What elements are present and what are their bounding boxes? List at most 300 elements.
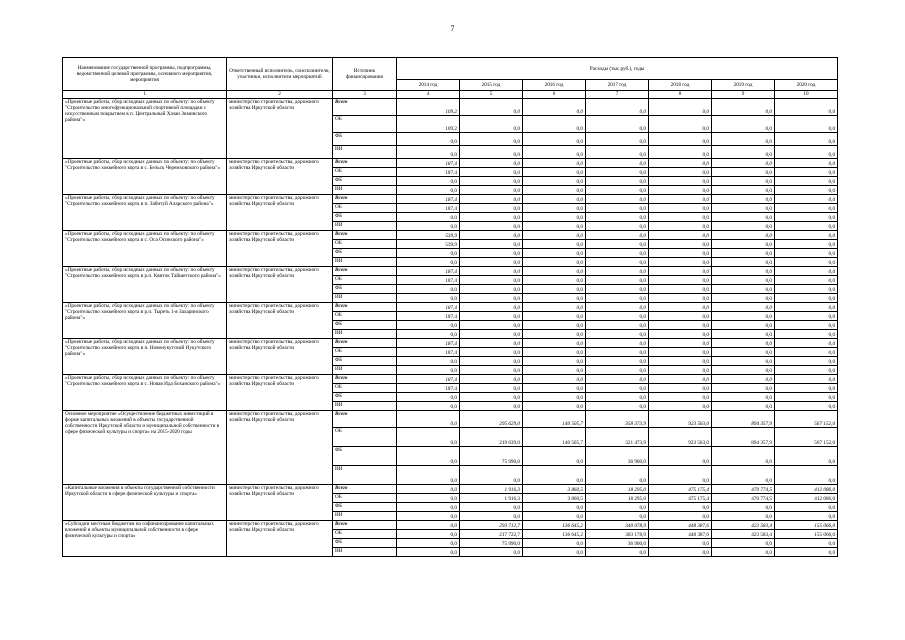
measure-name: «Капитальные вложения в объекты государственной собственности Иркутской области в сфере физической культуры и спорта» <box>63 485 227 521</box>
expense-value: 187,4 <box>397 276 460 285</box>
expense-value: 923 563,0 <box>649 428 712 447</box>
expense-value: 0,0 <box>523 330 586 339</box>
expense-value: 187,4 <box>397 375 460 384</box>
expense-value: 0,0 <box>523 213 586 222</box>
expense-value: 0,0 <box>712 159 775 168</box>
expense-value: 0,0 <box>586 375 649 384</box>
expense-value: 0,0 <box>649 366 712 375</box>
expense-value: 0,0 <box>460 195 523 204</box>
expense-value: 0,0 <box>649 339 712 348</box>
funding-source: ОБ <box>333 348 397 357</box>
measure-name: «Проектные работы, сбор исходных данных по объекту: по объекту "Строительство хоккейного корта в р.п. Квиток Тайшетского района"» <box>63 267 227 303</box>
funding-source: ОБ <box>333 494 397 503</box>
expense-value: 0,0 <box>586 285 649 294</box>
expense-value: 0,0 <box>460 285 523 294</box>
expense-value: 0,0 <box>523 503 586 512</box>
expense-value: 0,0 <box>460 168 523 177</box>
expense-value: 0,0 <box>460 294 523 303</box>
column-number-row <box>63 91 838 99</box>
expense-value: 0,0 <box>397 485 460 494</box>
expense-value: 0,0 <box>523 231 586 240</box>
expense-value: 1 916,3 <box>460 494 523 503</box>
expense-value: 0,0 <box>712 447 775 466</box>
expense-value: 140 505,7 <box>523 428 586 447</box>
expense-value: 0,0 <box>397 258 460 267</box>
funding-source: ФБ <box>333 393 397 402</box>
funding-source: Всего <box>333 375 397 384</box>
expense-value: 923 563,0 <box>649 411 712 428</box>
column-number: 2 <box>227 91 333 99</box>
funding-source: ФБ <box>333 503 397 512</box>
expense-value: 0,0 <box>712 285 775 294</box>
expense-value: 0,0 <box>397 133 460 146</box>
funding-source: ИИ <box>333 294 397 303</box>
expense-value: 0,0 <box>523 366 586 375</box>
expense-value: 0,0 <box>775 177 838 186</box>
expense-value: 0,0 <box>523 548 586 557</box>
expense-value: 0,0 <box>775 258 838 267</box>
expense-value: 0,0 <box>712 466 775 485</box>
expense-value: 0,0 <box>523 146 586 159</box>
expense-value: 0,0 <box>712 146 775 159</box>
expense-value: 340 078,9 <box>586 521 649 530</box>
expense-value: 0,0 <box>586 258 649 267</box>
expense-value: 0,0 <box>649 512 712 521</box>
expense-value: 539,9 <box>397 240 460 249</box>
expense-value: 0,0 <box>523 177 586 186</box>
expense-value: 0,0 <box>586 133 649 146</box>
funding-source: ФБ <box>333 133 397 146</box>
expense-value: 0,0 <box>712 222 775 231</box>
funding-source: ОБ <box>333 204 397 213</box>
expense-value: 0,0 <box>460 99 523 116</box>
header-year: 2020 год <box>775 80 838 91</box>
expense-value: 0,0 <box>523 249 586 258</box>
funding-source: Всего <box>333 339 397 348</box>
expense-value: 187,4 <box>397 168 460 177</box>
expense-value: 0,0 <box>586 195 649 204</box>
expense-value: 0,0 <box>649 466 712 485</box>
expense-value: 0,0 <box>649 133 712 146</box>
expense-value: 0,0 <box>775 99 838 116</box>
expense-value: 0,0 <box>460 204 523 213</box>
expense-value: 0,0 <box>523 222 586 231</box>
expense-value: 0,0 <box>649 348 712 357</box>
measure-name: «Субсидии местным бюджетам на софинансирование капитальных вложений в объекты муниципальной собственности в сфере физической культуры и спорта» <box>63 521 227 557</box>
expense-value: 0,0 <box>712 276 775 285</box>
header-year: 2019 год <box>712 80 775 91</box>
expense-value: 0,0 <box>775 294 838 303</box>
responsible-executor: министерство строительства, дорожного хозяйства Иркутской области <box>227 231 333 267</box>
expense-value: 0,0 <box>523 375 586 384</box>
table-row-total <box>63 231 838 240</box>
measure-name: «Проектные работы, сбор исходных данных по объекту: по объекту "Строительство многофункциональной спортивной площадки с искусственным покрытием в п. Центральный Хазан Зиминского района"» <box>63 99 227 159</box>
header-year: 2017 год <box>586 80 649 91</box>
expense-value: 0,0 <box>649 294 712 303</box>
expense-value: 0,0 <box>460 116 523 133</box>
column-number: 8 <box>649 91 712 99</box>
expense-value: 0,0 <box>775 466 838 485</box>
column-number: 4 <box>397 91 460 99</box>
expense-value: 0,0 <box>460 321 523 330</box>
expense-value: 0,0 <box>586 222 649 231</box>
expense-value: 0,0 <box>775 204 838 213</box>
expense-value: 75 990,0 <box>460 539 523 548</box>
expense-value: 0,0 <box>523 99 586 116</box>
expense-value: 0,0 <box>397 539 460 548</box>
expense-value: 0,0 <box>649 447 712 466</box>
expense-value: 0,0 <box>397 402 460 411</box>
expense-value: 0,0 <box>523 393 586 402</box>
table-body <box>63 99 838 557</box>
expense-value: 3 860,5 <box>523 485 586 494</box>
expense-value: 0,0 <box>523 339 586 348</box>
expense-value: 0,0 <box>649 204 712 213</box>
expense-value: 0,0 <box>460 240 523 249</box>
funding-source: ФБ <box>333 447 397 466</box>
expense-value: 36 900,0 <box>586 539 649 548</box>
expense-value: 217 722,7 <box>460 530 523 539</box>
expense-value: 0,0 <box>775 222 838 231</box>
funding-source: ОБ <box>333 240 397 249</box>
expense-value: 0,0 <box>775 512 838 521</box>
expense-value: 1 916,3 <box>460 485 523 494</box>
expense-value: 0,0 <box>460 330 523 339</box>
expense-value: 0,0 <box>712 548 775 557</box>
expense-value: 0,0 <box>775 548 838 557</box>
expense-value: 0,0 <box>649 330 712 339</box>
expense-value: 0,0 <box>523 512 586 521</box>
measure-name: «Проектные работы, сбор исходных данных по объекту: по объекту "Строительство хоккейного корта в с. Бельск Черемховского района"» <box>63 159 227 195</box>
funding-source: Всего <box>333 303 397 312</box>
expense-value: 0,0 <box>712 294 775 303</box>
expense-value: 219 639,0 <box>460 428 523 447</box>
measure-name: «Проектные работы, сбор исходных данных по объекту: по объекту "Строительство хоккейного корта в п. Новонукутский Нукутского района"» <box>63 339 227 375</box>
expense-value: 475 175,4 <box>649 485 712 494</box>
expense-value: 0,0 <box>397 548 460 557</box>
table-row-total <box>63 375 838 384</box>
expense-value: 0,0 <box>460 339 523 348</box>
expense-value: 0,0 <box>649 213 712 222</box>
expense-value: 0,0 <box>397 321 460 330</box>
expense-value: 0,0 <box>775 195 838 204</box>
expense-value: 0,0 <box>712 213 775 222</box>
expense-value: 0,0 <box>586 186 649 195</box>
expense-value: 0,0 <box>586 330 649 339</box>
expense-value: 0,0 <box>523 348 586 357</box>
expense-value: 0,0 <box>586 231 649 240</box>
expense-value: 0,0 <box>712 116 775 133</box>
expense-value: 0,0 <box>586 99 649 116</box>
funding-source: Всего <box>333 99 397 116</box>
expense-value: 0,0 <box>523 168 586 177</box>
measure-name: «Проектные работы, сбор исходных данных по объекту: по объекту "Строительство хоккейного корта в с. Новая Ида Боханского района"» <box>63 375 227 411</box>
expense-value: 0,0 <box>775 186 838 195</box>
funding-source: ИИ <box>333 402 397 411</box>
expense-value: 0,0 <box>397 330 460 339</box>
table-row-total <box>63 303 838 312</box>
expense-value: 0,0 <box>649 222 712 231</box>
expense-value: 0,0 <box>649 393 712 402</box>
funding-source: Всего <box>333 411 397 428</box>
expense-value: 0,0 <box>649 116 712 133</box>
expense-value: 0,0 <box>712 312 775 321</box>
expense-value: 0,0 <box>586 339 649 348</box>
expense-value: 75 990,0 <box>460 447 523 466</box>
expense-value: 0,0 <box>460 503 523 512</box>
expense-value: 0,0 <box>397 366 460 375</box>
expense-value: 539,9 <box>397 231 460 240</box>
header-name: Наименование государственной программы, подпрограммы, ведомственной целевой программы, основного мероприятия, мероприятия <box>63 58 227 91</box>
expense-value: 0,0 <box>460 258 523 267</box>
expense-value: 136 645,2 <box>523 521 586 530</box>
expense-value: 0,0 <box>712 503 775 512</box>
responsible-executor: министерство строительства, дорожного хозяйства Иркутской области <box>227 339 333 375</box>
header-year: 2015 год <box>460 80 523 91</box>
expense-value: 0,0 <box>712 357 775 366</box>
expense-value: 0,0 <box>523 539 586 548</box>
table-row-total <box>63 411 838 428</box>
expense-value: 0,0 <box>523 195 586 204</box>
table-row-total <box>63 267 838 276</box>
expense-value: 0,0 <box>586 303 649 312</box>
expense-value: 0,0 <box>712 177 775 186</box>
expense-value: 0,0 <box>649 303 712 312</box>
expense-value: 0,0 <box>775 348 838 357</box>
expense-value: 0,0 <box>775 133 838 146</box>
expense-value: 0,0 <box>775 213 838 222</box>
expense-value: 894 357,9 <box>712 428 775 447</box>
funding-source: ОБ <box>333 168 397 177</box>
expense-value: 0,0 <box>649 285 712 294</box>
responsible-executor: министерство строительства, дорожного хозяйства Иркутской области <box>227 411 333 485</box>
expense-value: 321 473,9 <box>586 428 649 447</box>
funding-source: Всего <box>333 267 397 276</box>
expense-value: 0,0 <box>460 512 523 521</box>
expense-value: 0,0 <box>586 466 649 485</box>
expense-value: 0,0 <box>586 348 649 357</box>
expense-value: 0,0 <box>460 366 523 375</box>
expense-value: 0,0 <box>586 249 649 258</box>
expense-value: 295 629,0 <box>460 411 523 428</box>
expense-value: 0,0 <box>712 168 775 177</box>
funding-source: ИИ <box>333 146 397 159</box>
expense-value: 0,0 <box>586 512 649 521</box>
funding-source: ОБ <box>333 276 397 285</box>
funding-source: ИИ <box>333 512 397 521</box>
expense-value: 448 387,6 <box>649 521 712 530</box>
expense-value: 0,0 <box>649 177 712 186</box>
expense-value: 187,4 <box>397 312 460 321</box>
funding-source: ФБ <box>333 285 397 294</box>
expense-value: 0,0 <box>397 521 460 530</box>
expense-value: 0,0 <box>649 548 712 557</box>
expense-value: 0,0 <box>775 357 838 366</box>
expense-value: 0,0 <box>649 249 712 258</box>
expense-value: 0,0 <box>586 168 649 177</box>
expense-value: 0,0 <box>649 312 712 321</box>
expense-value: 0,0 <box>586 357 649 366</box>
expense-value: 412 086,0 <box>775 485 838 494</box>
expense-value: 0,0 <box>775 384 838 393</box>
table-row-total <box>63 99 838 116</box>
expense-value: 0,0 <box>649 231 712 240</box>
responsible-executor: министерство строительства, дорожного хозяйства Иркутской области <box>227 159 333 195</box>
expense-value: 0,0 <box>523 276 586 285</box>
expense-value: 0,0 <box>523 285 586 294</box>
expense-value: 0,0 <box>775 267 838 276</box>
expense-value: 0,0 <box>523 204 586 213</box>
expense-value: 0,0 <box>775 159 838 168</box>
measure-name: «Проектные работы, сбор исходных данных по объекту: по объекту "Строительство хоккейного корта в с. Оса Осинского района"» <box>63 231 227 267</box>
expense-value: 0,0 <box>397 530 460 539</box>
header-responsible: Ответственный исполнитель, соисполнители, участники, исполнители мероприятий <box>227 58 333 91</box>
expense-value: 0,0 <box>649 384 712 393</box>
expense-value: 0,0 <box>775 393 838 402</box>
expense-value: 0,0 <box>397 503 460 512</box>
funding-source: Всего <box>333 521 397 530</box>
expense-value: 0,0 <box>523 133 586 146</box>
expense-value: 0,0 <box>460 466 523 485</box>
expense-value: 0,0 <box>523 116 586 133</box>
funding-source: ФБ <box>333 539 397 548</box>
table-row-total <box>63 159 838 168</box>
expense-value: 0,0 <box>775 303 838 312</box>
funding-source: ИИ <box>333 258 397 267</box>
funding-source: ИИ <box>333 222 397 231</box>
expense-value: 0,0 <box>712 393 775 402</box>
expense-value: 0,0 <box>775 276 838 285</box>
column-number: 5 <box>460 91 523 99</box>
expense-value: 0,0 <box>712 303 775 312</box>
expense-value: 0,0 <box>649 240 712 249</box>
expense-value: 0,0 <box>523 240 586 249</box>
funding-source: ОБ <box>333 530 397 539</box>
expense-value: 0,0 <box>586 177 649 186</box>
expense-value: 475 175,4 <box>649 494 712 503</box>
table-row-total <box>63 521 838 530</box>
funding-source: ОБ <box>333 116 397 133</box>
expense-value: 567 152,0 <box>775 428 838 447</box>
expense-value: 0,0 <box>712 240 775 249</box>
funding-source: ОБ <box>333 312 397 321</box>
expense-value: 423 583,4 <box>712 530 775 539</box>
expense-value: 0,0 <box>775 402 838 411</box>
expense-value: 0,0 <box>586 240 649 249</box>
page-number: 7 <box>450 24 455 33</box>
expense-value: 0,0 <box>586 116 649 133</box>
expense-value: 0,0 <box>460 186 523 195</box>
responsible-executor: министерство строительства, дорожного хозяйства Иркутской области <box>227 485 333 521</box>
expense-value: 0,0 <box>586 312 649 321</box>
expense-value: 36 900,0 <box>586 447 649 466</box>
expense-value: 0,0 <box>775 330 838 339</box>
expense-value: 0,0 <box>586 276 649 285</box>
expense-value: 18 295,0 <box>586 494 649 503</box>
expense-value: 0,0 <box>649 146 712 159</box>
expense-value: 0,0 <box>712 366 775 375</box>
expense-value: 0,0 <box>460 384 523 393</box>
funding-source: ФБ <box>333 213 397 222</box>
expense-value: 0,0 <box>523 312 586 321</box>
expense-value: 0,0 <box>523 357 586 366</box>
expense-value: 0,0 <box>712 249 775 258</box>
column-number: 3 <box>333 91 397 99</box>
expense-value: 0,0 <box>649 99 712 116</box>
funding-source: Всего <box>333 485 397 494</box>
expense-value: 0,0 <box>712 231 775 240</box>
expense-value: 0,0 <box>460 222 523 231</box>
expense-value: 0,0 <box>523 447 586 466</box>
expense-value: 187,4 <box>397 339 460 348</box>
funding-source: Всего <box>333 159 397 168</box>
expense-value: 0,0 <box>775 168 838 177</box>
expense-value: 0,0 <box>460 276 523 285</box>
expense-value: 0,0 <box>712 539 775 548</box>
expense-value: 0,0 <box>775 366 838 375</box>
expense-value: 0,0 <box>712 512 775 521</box>
expense-value: 0,0 <box>460 402 523 411</box>
expense-value: 0,0 <box>712 375 775 384</box>
expense-value: 0,0 <box>397 249 460 258</box>
expense-value: 0,0 <box>775 240 838 249</box>
expense-value: 0,0 <box>460 177 523 186</box>
expense-value: 18 295,0 <box>586 485 649 494</box>
expense-value: 0,0 <box>712 267 775 276</box>
responsible-executor: министерство строительства, дорожного хозяйства Иркутской области <box>227 195 333 231</box>
expense-value: 0,0 <box>460 303 523 312</box>
header-year: 2016 год <box>523 80 586 91</box>
expense-value: 0,0 <box>460 249 523 258</box>
expense-value: 0,0 <box>775 146 838 159</box>
expense-value: 0,0 <box>397 186 460 195</box>
expense-value: 0,0 <box>460 348 523 357</box>
expense-value: 0,0 <box>712 186 775 195</box>
expense-value: 303 178,9 <box>586 530 649 539</box>
expense-value: 470 774,5 <box>712 485 775 494</box>
expense-value: 0,0 <box>712 321 775 330</box>
expense-value: 0,0 <box>775 447 838 466</box>
expense-value: 0,0 <box>523 321 586 330</box>
expense-value: 187,4 <box>397 303 460 312</box>
table-row-total <box>63 339 838 348</box>
expense-value: 140 505,7 <box>523 411 586 428</box>
expense-value: 423 583,4 <box>712 521 775 530</box>
column-number: 10 <box>775 91 838 99</box>
funding-source: Всего <box>333 231 397 240</box>
funding-source: ИИ <box>333 330 397 339</box>
expense-value: 0,0 <box>460 393 523 402</box>
header-year: 2018 год <box>649 80 712 91</box>
expense-value: 470 774,5 <box>712 494 775 503</box>
funding-source: ФБ <box>333 321 397 330</box>
expense-value: 0,0 <box>523 267 586 276</box>
expense-value: 0,0 <box>775 539 838 548</box>
expense-value: 0,0 <box>586 267 649 276</box>
funding-source: ИИ <box>333 466 397 485</box>
expense-value: 0,0 <box>460 267 523 276</box>
expense-value: 0,0 <box>586 294 649 303</box>
expense-value: 0,0 <box>523 159 586 168</box>
funding-source: Всего <box>333 195 397 204</box>
expense-value: 3 860,5 <box>523 494 586 503</box>
expense-value: 0,0 <box>586 159 649 168</box>
funding-source: ОБ <box>333 428 397 447</box>
expense-value: 0,0 <box>586 384 649 393</box>
funding-source: ИИ <box>333 186 397 195</box>
expense-value: 448 387,6 <box>649 530 712 539</box>
responsible-executor: министерство строительства, дорожного хозяйства Иркутской области <box>227 99 333 159</box>
